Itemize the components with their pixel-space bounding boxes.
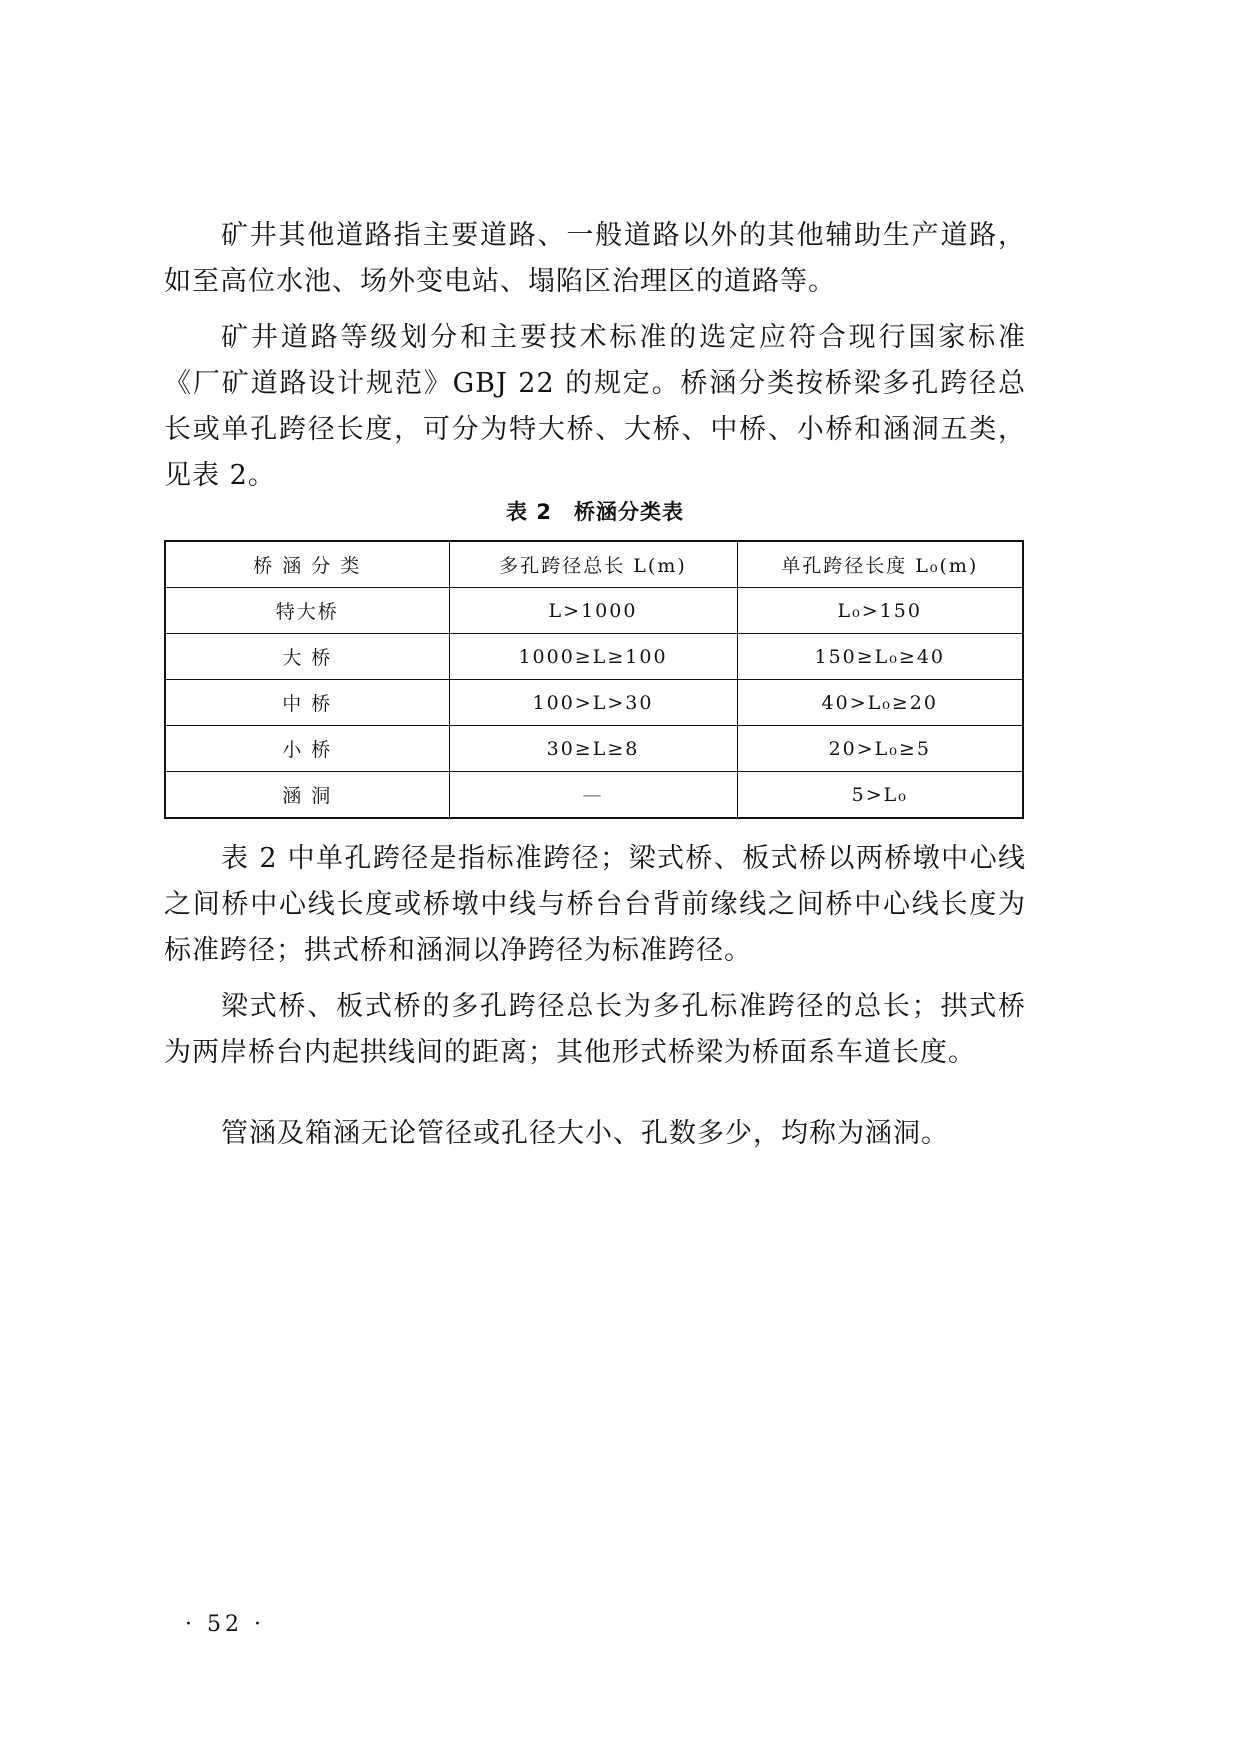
table-caption-title: 桥涵分类表 bbox=[573, 500, 684, 524]
cell-total-span: L>1000 bbox=[449, 588, 737, 634]
cell-category: 小 桥 bbox=[165, 726, 449, 772]
table-header-row bbox=[165, 541, 1023, 588]
paragraph-culverts: 管涵及箱涵无论管径或孔径大小、孔数多少，均称为涵洞。 bbox=[221, 1118, 949, 1149]
table-caption-number: 表 2 bbox=[506, 500, 552, 524]
paragraph-total-span: 梁式桥、板式桥的多孔跨径总长为多孔标准跨径的总长；拱式桥为两岸桥台内起拱线间的距离；其他形式桥梁为桥面系车道长度。 bbox=[164, 991, 1026, 1068]
page-number: · 52 · bbox=[185, 1612, 265, 1637]
table-row bbox=[165, 588, 1023, 634]
cell-total-span: 100>L>30 bbox=[449, 680, 737, 726]
cell-category: 大 桥 bbox=[165, 634, 449, 680]
header-single-span: 单孔跨径长度 L₀(m) bbox=[737, 541, 1023, 588]
table-row bbox=[165, 772, 1023, 819]
cell-total-span: — bbox=[449, 772, 737, 819]
table-row bbox=[165, 634, 1023, 680]
cell-category: 特大桥 bbox=[165, 588, 449, 634]
cell-single-span: 20>L₀≥5 bbox=[737, 726, 1023, 772]
cell-total-span: 1000≥L≥100 bbox=[449, 634, 737, 680]
cell-category: 中 桥 bbox=[165, 680, 449, 726]
bridge-classification-table bbox=[164, 540, 1024, 819]
table-row bbox=[165, 680, 1023, 726]
cell-single-span: 40>L₀≥20 bbox=[737, 680, 1023, 726]
cell-total-span: 30≥L≥8 bbox=[449, 726, 737, 772]
paragraph-standard-span: 表 2 中单孔跨径是指标准跨径；梁式桥、板式桥以两桥墩中心线之间桥中心线长度或桥墩中线与桥台台背前缘线之间桥中心线长度为标准跨径；拱式桥和涵洞以净跨径为标准跨径。 bbox=[164, 843, 1026, 966]
cell-single-span: L₀>150 bbox=[737, 588, 1023, 634]
header-total-span: 多孔跨径总长 L(m) bbox=[449, 541, 737, 588]
cell-single-span: 5>L₀ bbox=[737, 772, 1023, 819]
header-category: 桥 涵 分 类 bbox=[165, 541, 449, 588]
table-caption bbox=[164, 498, 1026, 526]
cell-category: 涵 洞 bbox=[165, 772, 449, 819]
paragraph-road-standards: 矿井道路等级划分和主要技术标准的选定应符合现行国家标准《厂矿道路设计规范》GBJ 22 的规定。桥涵分类按桥梁多孔跨径总长或单孔跨径长度，可分为特大桥、大桥、中桥、小桥和涵洞五类，见表 2。 bbox=[164, 322, 1026, 491]
table-row bbox=[165, 726, 1023, 772]
paragraph-other-roads: 矿井其他道路指主要道路、一般道路以外的其他辅助生产道路，如至高位水池、场外变电站、塌陷区治理区的道路等。 bbox=[164, 220, 1026, 297]
cell-single-span: 150≥L₀≥40 bbox=[737, 634, 1023, 680]
